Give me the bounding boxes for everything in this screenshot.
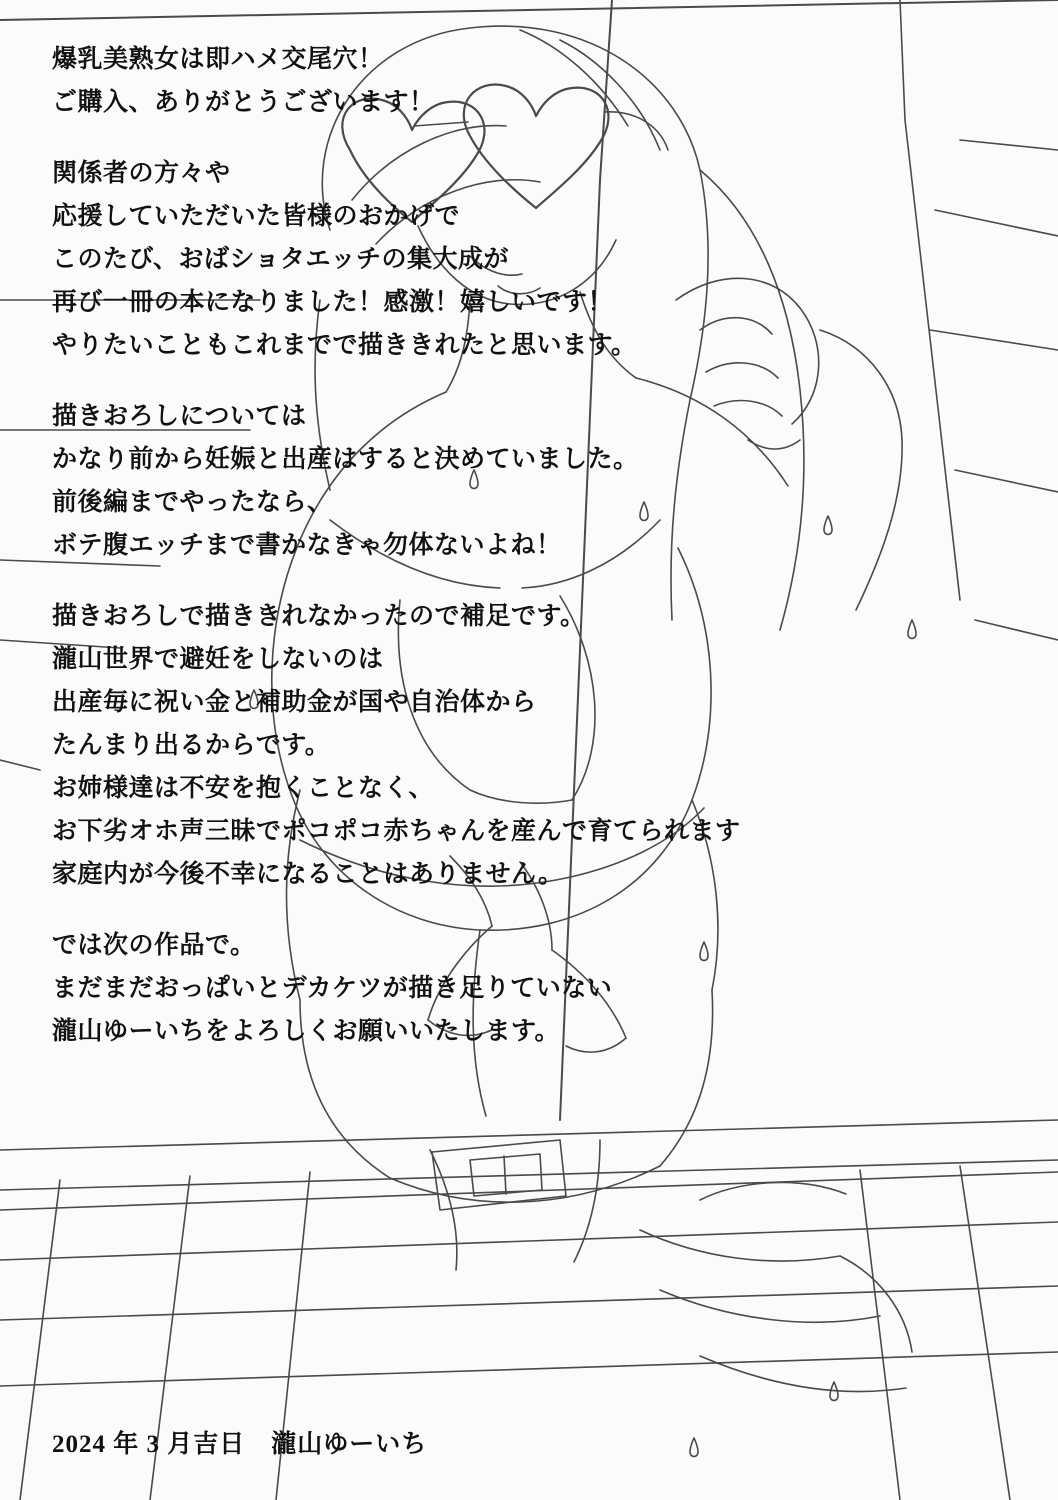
afterword-line: 描きおろしについては: [52, 403, 307, 430]
afterword-line: お下劣オホ声三昧でポコポコ赤ちゃんを産んで育てられます: [52, 818, 741, 845]
paragraph-5: [52, 924, 952, 1053]
afterword-line: 関係者の方々や: [52, 160, 231, 187]
paragraph-1: [52, 38, 952, 124]
paragraph-2: [52, 152, 952, 367]
paragraph-4: [52, 595, 952, 896]
afterword-line: 瀧山ゆーいちをよろしくお願いいたします。: [52, 1018, 561, 1045]
signature-text: 2024 年 3 月吉日 瀧山ゆーいち: [52, 1431, 428, 1458]
afterword-line: 再び一冊の本になりました！感激！嬉しいです！: [52, 289, 614, 316]
afterword-line: 瀧山世界で避妊をしないのは: [52, 646, 384, 673]
afterword-text: [52, 38, 952, 1053]
afterword-line: 爆乳美熟女は即ハメ交尾穴！: [52, 46, 384, 73]
afterword-line: ご購入、ありがとうございます！: [52, 89, 435, 116]
afterword-line: ボテ腹エッチまで書かなきゃ勿体ないよね！: [52, 532, 562, 559]
afterword-line: 前後編までやったなら、: [52, 489, 333, 516]
afterword-line: 描きおろしで描ききれなかったので補足です。: [52, 603, 586, 630]
afterword-line: では次の作品で。: [52, 932, 256, 959]
afterword-line: 応援していただいた皆様のおかげで: [52, 203, 461, 230]
afterword-line: お姉様達は不安を抱くことなく、: [52, 775, 435, 802]
afterword-line: 出産毎に祝い金と補助金が国や自治体から: [52, 689, 537, 716]
paragraph-3: [52, 395, 952, 567]
afterword-line: かなり前から妊娠と出産はすると決めていました。: [52, 446, 639, 473]
signature-block: [52, 1424, 427, 1460]
afterword-line: たんまり出るからです。: [52, 732, 331, 759]
afterword-line: このたび、おばショタエッチの集大成が: [52, 246, 510, 273]
afterword-line: まだまだおっぱいとデカケツが描き足りていない: [52, 975, 613, 1002]
afterword-line: やりたいこともこれまでで描ききれたと思います。: [52, 332, 637, 359]
afterword-line: 家庭内が今後不幸になることはありません。: [52, 861, 564, 888]
